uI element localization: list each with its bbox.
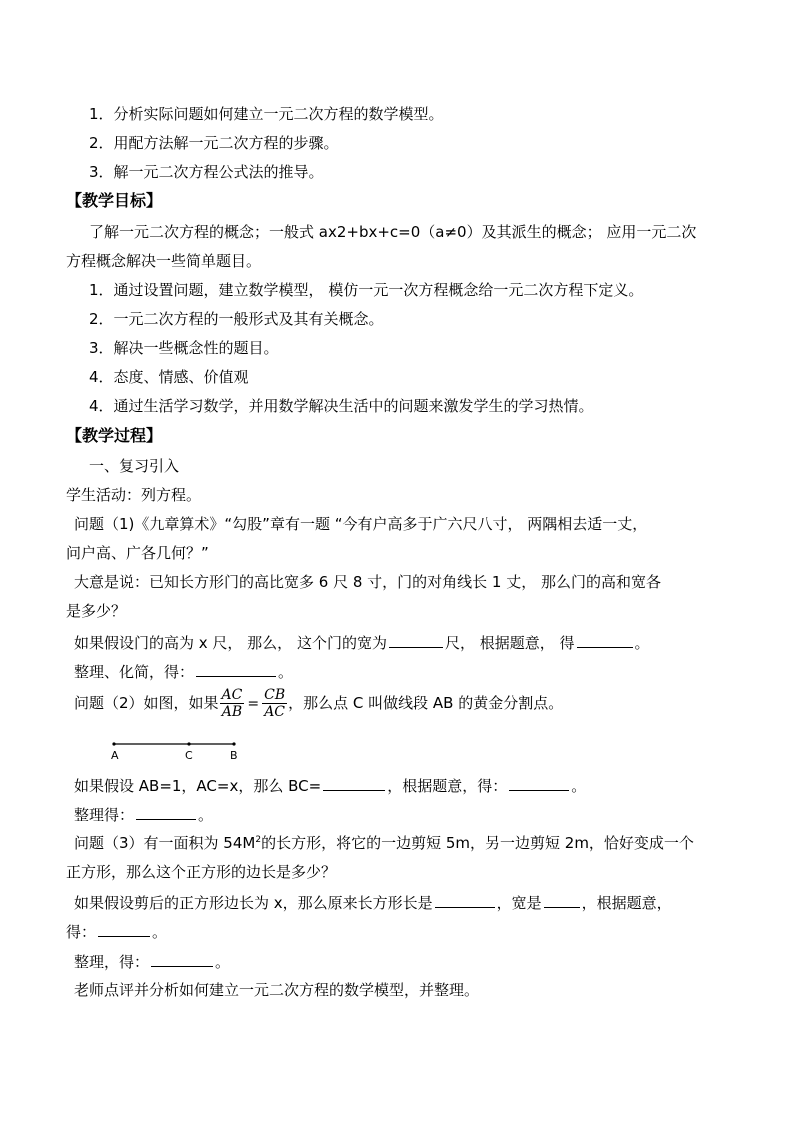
q3-equation-blank[interactable]	[98, 920, 150, 937]
q2-arrange-text-b: 。	[198, 806, 214, 824]
student-activity: 学生活动：列方程。	[66, 486, 202, 504]
teacher-comment: 老师点评并分析如何建立一元二次方程的数学模型，并整理。	[74, 981, 480, 999]
goals-item-2: 2．一元二次方程的一般形式及其有关概念。	[89, 310, 384, 328]
fraction2-denominator: AC	[264, 704, 286, 720]
q3-arrange-text-a: 整理，得：	[74, 953, 150, 971]
q2-equation-blank[interactable]	[509, 774, 569, 791]
fraction1-denominator: AB	[221, 704, 243, 720]
q2-arranged-blank[interactable]	[136, 803, 196, 820]
equals-sign: =	[247, 696, 260, 712]
q3-superscript: 2	[255, 835, 262, 845]
question3-arrange	[0, 950, 794, 973]
goals-item-5: 4．通过生活学习数学，并用数学解决生活中的问题来激发学生的学习热情。	[89, 397, 594, 415]
q2-text-b: ，那么点 C 叫做线段 AB 的黄金分割点。	[288, 694, 564, 712]
question2-line	[0, 683, 794, 724]
goals-paragraph-line2: 方程概念解决一些简单题目。	[66, 252, 262, 270]
question1-assume	[0, 631, 794, 654]
fraction-cb-over-ac	[262, 687, 287, 720]
q1-assume-text-c: 。	[634, 634, 650, 652]
section-review-intro: 一、复习引入	[89, 457, 180, 475]
q3-length-blank[interactable]	[435, 891, 495, 908]
q1-assume-text-b: 尺， 根据题意， 得	[444, 634, 575, 652]
goals-item-3: 3．解决一些概念性的题目。	[89, 339, 279, 357]
label-b: B	[230, 749, 238, 762]
question1-simplify	[0, 660, 794, 683]
intro-item-1: 1．分析实际问题如何建立一元二次方程的数学模型。	[89, 105, 444, 123]
question1-meaning-line1: 大意是说：已知长方形门的高比宽多 6 尺 8 寸，门的对角线长 1 丈， 那么门的高和宽各	[74, 573, 662, 591]
point-a	[112, 742, 115, 745]
q2-text-a: 问题（2）如图，如果	[74, 694, 219, 712]
q3-assume-text-a: 如果假设剪后的正方形边长为 x，那么原来长方形长是	[74, 894, 433, 912]
process-heading: 【教学过程】	[66, 426, 163, 445]
q3-get-text-a: 得：	[66, 923, 97, 941]
q1-equation-blank[interactable]	[577, 631, 633, 648]
intro-item-2: 2．用配方法解一元二次方程的步骤。	[89, 134, 339, 152]
question1-meaning-line2: 是多少？	[66, 602, 127, 620]
q2-arrange-text-a: 整理得：	[74, 806, 135, 824]
line-segment-diagram	[105, 737, 255, 763]
q2-bc-blank[interactable]	[323, 774, 385, 791]
q2-assume-text-c: 。	[571, 777, 587, 795]
q3-arrange-text-b: 。	[215, 953, 231, 971]
goals-heading: 【教学目标】	[66, 191, 163, 210]
q3-get-text-b: 。	[152, 923, 168, 941]
q1-width-blank[interactable]	[389, 631, 443, 648]
question3-line2: 正方形，那么这个正方形的边长是多少？	[66, 863, 337, 881]
fraction2-numerator: CB	[264, 687, 286, 703]
q3-arranged-blank[interactable]	[151, 950, 213, 967]
label-a: A	[111, 749, 119, 762]
fraction1-numerator: AC	[221, 687, 243, 703]
question2-arrange	[0, 803, 794, 826]
q3-text-b: 的长方形，将它的一边剪短 5m，另一边剪短 2m，恰好变成一个	[261, 834, 694, 852]
fraction-ac-over-ab	[220, 687, 245, 720]
q3-assume-text-b: ，宽是	[496, 894, 542, 912]
q1-simplify-text-a: 整理、化简，得：	[74, 663, 195, 681]
question2-assume	[0, 774, 794, 797]
question1-line2: 问户高、广各几何？”	[66, 544, 209, 562]
question3-assume	[0, 891, 794, 914]
q3-assume-text-c: ，根据题意，	[581, 894, 672, 912]
q3-text-a: 问题（3）有一面积为 54M	[74, 834, 256, 852]
goals-item-1: 1．通过设置问题，建立数学模型， 模仿一元一次方程概念给一元二次方程下定义。	[89, 281, 644, 299]
intro-item-3: 3．解一元二次方程公式法的推导。	[89, 163, 324, 181]
label-c: C	[185, 749, 193, 762]
question3-get	[0, 920, 794, 943]
q1-simplified-blank[interactable]	[196, 660, 276, 677]
point-b	[232, 742, 235, 745]
question3-line1	[0, 832, 794, 854]
point-c	[187, 742, 190, 745]
q1-simplify-text-b: 。	[278, 663, 294, 681]
q2-assume-text-b: ，根据题意，得：	[387, 777, 508, 795]
q3-width-blank[interactable]	[544, 891, 580, 908]
question1-line1: 问题（1)《九章算术》“勾股”章有一题 “今有户高多于广六尺八寸， 两隅相去适一丈，	[74, 515, 648, 533]
goals-item-4: 4．态度、情感、价值观	[89, 368, 249, 386]
q1-assume-text-a: 如果假设门的高为 x 尺， 那么， 这个门的宽为	[74, 634, 387, 652]
goals-paragraph-line1: 了解一元二次方程的概念；一般式 ax2+bx+c=0（a≠0）及其派生的概念； 应用一元二次	[89, 223, 697, 241]
q2-assume-text-a: 如果假设 AB=1，AC=x，那么 BC=	[74, 777, 322, 795]
